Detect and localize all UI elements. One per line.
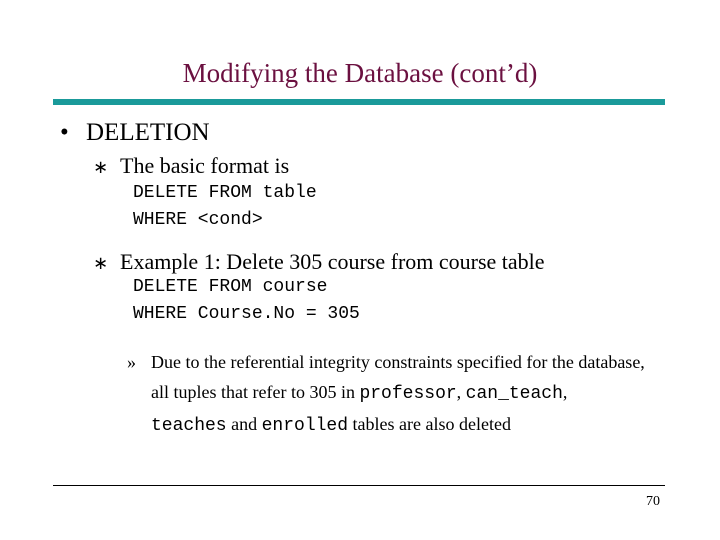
footer-divider: [53, 485, 665, 486]
sub-bullet-mark: ∗: [93, 157, 109, 178]
note-text: Due to the referential integrity constraints specified for the database, all tuples that refer to 305 in: [151, 352, 645, 402]
code-block-example: [133, 274, 360, 328]
note-text: tables are also deleted: [348, 414, 511, 434]
sub-bullet-text: Example 1: Delete 305 course from course table: [120, 249, 545, 274]
note-separator: ,: [456, 382, 466, 402]
slide-title: Modifying the Database (cont’d): [182, 58, 538, 88]
sub-bullet-mark: ∗: [93, 253, 109, 274]
code-block-basic-format: [133, 180, 317, 234]
code-line: WHERE <cond>: [133, 210, 263, 230]
table-name-teaches: teaches: [151, 416, 227, 436]
page-number: 70: [646, 494, 660, 509]
title-divider: [53, 99, 665, 105]
sub-bullet-basic-format: [93, 152, 289, 182]
note-separator: ,: [562, 382, 568, 402]
bullet-deletion: [60, 117, 210, 149]
note-referential-integrity: [127, 347, 647, 441]
code-line: DELETE FROM table: [133, 183, 317, 203]
sub-bullet-text: The basic format is: [120, 153, 290, 178]
code-line: WHERE Course.No = 305: [133, 304, 360, 324]
table-name-can-teach: can_teach: [465, 384, 563, 404]
note-mark: »: [127, 352, 136, 372]
table-name-enrolled: enrolled: [261, 416, 349, 436]
bullet-mark: •: [60, 119, 69, 146]
note-separator: and: [226, 414, 262, 434]
table-name-professor: professor: [359, 384, 457, 404]
bullet-text: DELETION: [86, 119, 210, 146]
code-line: DELETE FROM course: [133, 277, 328, 297]
note-body: [151, 347, 647, 441]
